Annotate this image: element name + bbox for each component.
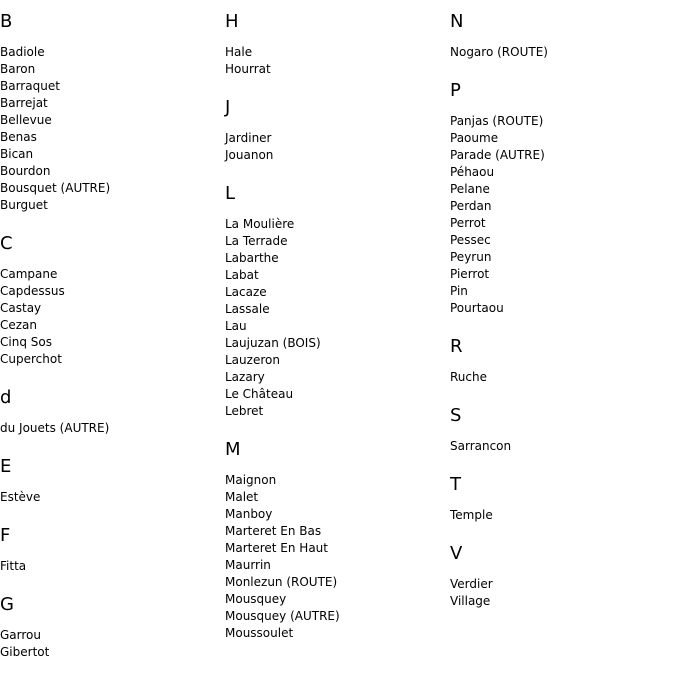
letter-group bbox=[0, 457, 220, 506]
place-name: Pourtaou bbox=[450, 301, 504, 315]
letter-group bbox=[450, 337, 670, 386]
place-name: Panjas (ROUTE) bbox=[450, 114, 544, 128]
letter-group bbox=[225, 440, 445, 642]
place-name: Pelane bbox=[450, 182, 490, 196]
letter-heading: d bbox=[0, 387, 12, 408]
letter-group bbox=[0, 388, 220, 437]
place-name: Badiole bbox=[0, 45, 45, 59]
letter-heading: S bbox=[450, 405, 462, 426]
place-name: Benas bbox=[0, 130, 37, 144]
place-list bbox=[450, 44, 670, 61]
place-list bbox=[225, 44, 445, 78]
place-name: Garrou bbox=[0, 628, 41, 642]
place-name: Paoume bbox=[450, 131, 499, 145]
letter-heading: B bbox=[0, 11, 13, 32]
place-name: Bourdon bbox=[0, 164, 51, 178]
letter-heading: V bbox=[450, 543, 463, 564]
place-list bbox=[225, 130, 445, 164]
place-name: Baron bbox=[0, 62, 36, 76]
place-name: Bellevue bbox=[0, 113, 52, 127]
place-name: Gibertot bbox=[0, 645, 50, 659]
place-list bbox=[225, 472, 445, 642]
letter-heading: R bbox=[450, 336, 463, 357]
place-name: Hourrat bbox=[225, 62, 271, 76]
place-name: Mousquey bbox=[225, 592, 287, 606]
letter-group bbox=[225, 184, 445, 420]
place-name: Monlezun (ROUTE) bbox=[225, 575, 338, 589]
place-name: Mousquey (AUTRE) bbox=[225, 609, 340, 623]
letter-group bbox=[450, 544, 670, 610]
place-name: Hale bbox=[225, 45, 253, 59]
place-name: Barrejat bbox=[0, 96, 48, 110]
place-list bbox=[450, 507, 670, 524]
place-list bbox=[450, 576, 670, 610]
place-name: Cinq Sos bbox=[0, 335, 52, 349]
place-name: Castay bbox=[0, 301, 42, 315]
place-list bbox=[450, 113, 670, 317]
place-name: La Moulière bbox=[225, 217, 295, 231]
place-name: Lauzeron bbox=[225, 353, 280, 367]
letter-heading: C bbox=[0, 233, 13, 254]
place-name: Jardiner bbox=[225, 131, 272, 145]
place-list bbox=[450, 438, 670, 455]
place-name: Lacaze bbox=[225, 285, 267, 299]
letter-group bbox=[225, 98, 445, 164]
place-name: Moussoulet bbox=[225, 626, 294, 640]
letter-group bbox=[225, 12, 445, 78]
index-column-1 bbox=[0, 0, 220, 661]
place-name: Barraquet bbox=[0, 79, 60, 93]
place-name: Marteret En Bas bbox=[225, 524, 322, 538]
place-name: Peyrun bbox=[450, 250, 492, 264]
place-name: Burguet bbox=[0, 198, 48, 212]
place-name: Temple bbox=[450, 508, 493, 522]
place-name: Jouanon bbox=[225, 148, 274, 162]
place-list bbox=[0, 266, 220, 368]
place-name: Marteret En Haut bbox=[225, 541, 328, 555]
place-name: Lassale bbox=[225, 302, 270, 316]
letter-heading: H bbox=[225, 11, 239, 32]
place-name: Péhaou bbox=[450, 165, 495, 179]
letter-heading: L bbox=[225, 183, 236, 204]
place-name: Pessec bbox=[450, 233, 491, 247]
place-name: Estève bbox=[0, 490, 41, 504]
letter-group bbox=[0, 234, 220, 368]
place-name: Laujuzan (BOIS) bbox=[225, 336, 321, 350]
place-name: Lau bbox=[225, 319, 247, 333]
place-name: Le Château bbox=[225, 387, 294, 401]
letter-group bbox=[450, 475, 670, 524]
place-name: Maignon bbox=[225, 473, 277, 487]
place-list bbox=[450, 369, 670, 386]
letter-group bbox=[450, 81, 670, 317]
letter-heading: P bbox=[450, 80, 461, 101]
place-name: Cuperchot bbox=[0, 352, 62, 366]
place-name: Maurrin bbox=[225, 558, 271, 572]
place-name: Village bbox=[450, 594, 491, 608]
place-name: Lazary bbox=[225, 370, 265, 384]
place-name: Perdan bbox=[450, 199, 492, 213]
letter-heading: E bbox=[0, 456, 12, 477]
place-name: du Jouets (AUTRE) bbox=[0, 421, 110, 435]
place-list bbox=[0, 420, 220, 437]
letter-group bbox=[450, 406, 670, 455]
index-column-3 bbox=[450, 0, 670, 610]
place-list bbox=[225, 216, 445, 420]
place-list bbox=[0, 627, 220, 661]
letter-heading: M bbox=[225, 439, 241, 460]
place-name: Perrot bbox=[450, 216, 486, 230]
letter-heading: T bbox=[450, 474, 461, 495]
place-list bbox=[0, 489, 220, 506]
letter-heading: F bbox=[0, 525, 11, 546]
place-name: Labat bbox=[225, 268, 259, 282]
place-name: Fitta bbox=[0, 559, 27, 573]
letter-group bbox=[0, 595, 220, 661]
letter-group bbox=[0, 526, 220, 575]
place-name: Malet bbox=[225, 490, 259, 504]
index-column-2 bbox=[225, 0, 445, 642]
letter-heading: G bbox=[0, 594, 14, 615]
place-list bbox=[0, 558, 220, 575]
place-name: Verdier bbox=[450, 577, 493, 591]
place-name: Pierrot bbox=[450, 267, 490, 281]
place-name: Capdessus bbox=[0, 284, 65, 298]
place-name: Pin bbox=[450, 284, 468, 298]
place-name: Ruche bbox=[450, 370, 487, 384]
place-name: Cezan bbox=[0, 318, 38, 332]
letter-heading: N bbox=[450, 11, 464, 32]
place-name: Campane bbox=[0, 267, 58, 281]
place-name: Bican bbox=[0, 147, 34, 161]
place-name: La Terrade bbox=[225, 234, 288, 248]
letter-group bbox=[0, 12, 220, 214]
place-name: Manboy bbox=[225, 507, 273, 521]
letter-group bbox=[450, 12, 670, 61]
place-name: Lebret bbox=[225, 404, 264, 418]
place-name: Bousquet (AUTRE) bbox=[0, 181, 111, 195]
place-name: Labarthe bbox=[225, 251, 279, 265]
place-name: Sarrancon bbox=[450, 439, 512, 453]
place-list bbox=[0, 44, 220, 214]
letter-heading: J bbox=[225, 97, 231, 118]
place-name: Nogaro (ROUTE) bbox=[450, 45, 548, 59]
place-name: Parade (AUTRE) bbox=[450, 148, 545, 162]
